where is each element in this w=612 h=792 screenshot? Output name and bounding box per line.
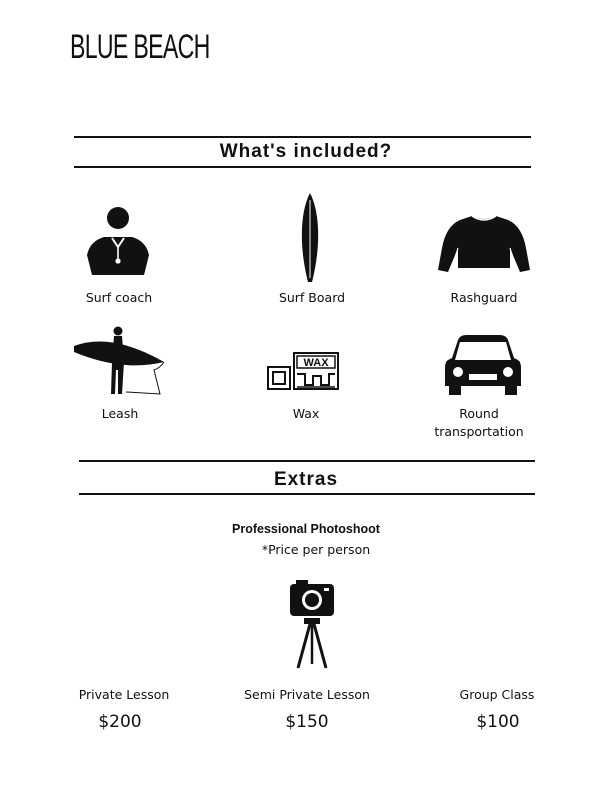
- transportation-line-1: Round: [459, 406, 499, 421]
- included-item-surf-coach: Surf coach: [85, 290, 153, 305]
- surfer-leash-icon: [72, 324, 168, 398]
- divider-top: [74, 136, 531, 138]
- surf-coach-icon: [84, 205, 152, 280]
- divider-extras-top: [79, 460, 535, 462]
- divider-below-title: [74, 166, 531, 168]
- included-item-transportation: [429, 405, 529, 441]
- included-item-leash: Leash: [101, 406, 139, 421]
- photoshoot-note: *Price per person: [261, 542, 371, 557]
- lesson-private-label: Private Lesson: [78, 687, 170, 702]
- lesson-group-price: $100: [476, 712, 520, 732]
- included-item-wax: Wax: [292, 406, 320, 421]
- lesson-semi-private-label: Semi Private Lesson: [244, 687, 370, 702]
- brand-logo: BLUE BEACH: [70, 28, 210, 66]
- included-title: What's included?: [219, 141, 393, 162]
- transportation-line-2: transportation: [434, 424, 524, 439]
- divider-extras-bottom: [79, 493, 535, 495]
- photoshoot-title: Professional Photoshoot: [232, 522, 380, 536]
- extras-title: Extras: [273, 469, 339, 490]
- lesson-group-label: Group Class: [459, 687, 535, 702]
- lesson-private-price: $200: [98, 712, 142, 732]
- car-icon: [444, 334, 522, 396]
- wax-icon-text: WAX: [303, 357, 329, 369]
- included-item-rashguard: Rashguard: [450, 290, 518, 305]
- included-item-surf-board: Surf Board: [278, 290, 346, 305]
- rashguard-icon: [438, 214, 530, 274]
- wax-icon: [267, 352, 339, 390]
- camera-tripod-icon: [288, 580, 336, 670]
- surfboard-icon: [296, 192, 324, 284]
- lesson-semi-private-price: $150: [285, 712, 329, 732]
